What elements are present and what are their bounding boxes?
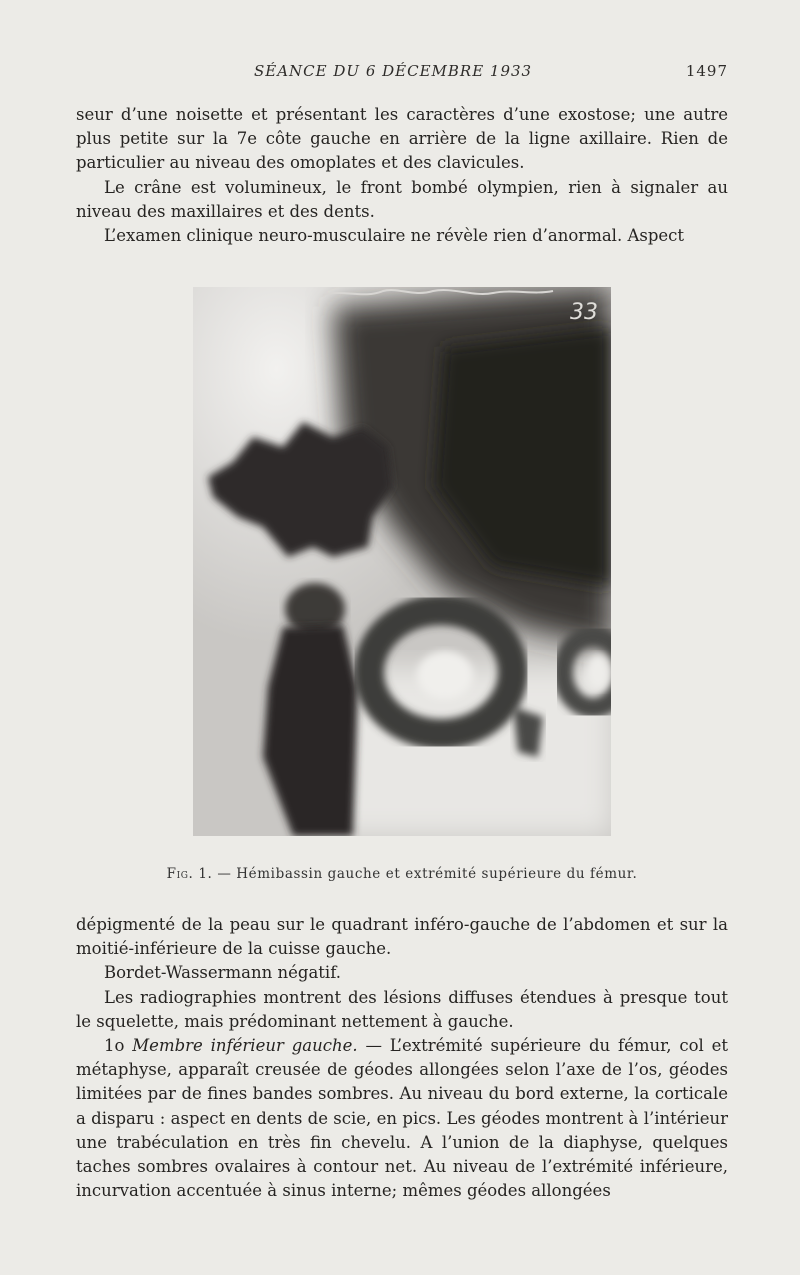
paragraph: L’examen clinique neuro-musculaire ne révèle rien d’anormal. Aspect [104,226,685,246]
radiograph-number: 33 [570,300,598,325]
paragraph: Les radiographies montrent des lésions diffuses étendues à presque tout le squelette, mais prédominant nettement à gauche. [76,987,728,1031]
caption-text: — Hémibassin gauche et extrémité supérieure du fémur. [217,866,638,882]
caption-label: Fig. 1. [166,866,213,882]
paragraph-text: — L’extrémité supérieure du fémur, col et métaphyse, apparaît creusée de géodes allongées selon l’axe de l’os, géodes limitées par de fines bandes sombres. Au niveau du bord externe, la corticale a disparu : aspect en dents de scie, en pics. Les géodes montrent à l’intérieur une trabéculation en très fin chevelu. A l’union de la diaphyse, quelques taches sombres ovalaires à contour net. Au niveau de l’extrémité inférieure, incurvation accentuée à sinus interne; mêmes géodes allongées [76,1036,729,1201]
paragraph: dépigmenté de la peau sur le quadrant inféro-gauche de l’abdomen et sur la moitié-inférieure de la cuisse gauche. [76,915,728,959]
page-header [76,62,728,84]
paragraph [76,1034,728,1203]
running-title: SÉANCE DU 6 DÉCEMBRE 1933 [254,62,533,80]
radiograph-image [193,287,611,836]
paragraph: seur d’une noisette et présentant les caractères d’une exostose; une autre plus petite sur la 7e côte gauche en arrière de la ligne axillaire. Rien de particulier au niveau des omoplates et des clavicules. [76,105,728,173]
paragraph: Bordet-Wassermann négatif. [104,963,341,983]
list-number: 1o [104,1036,125,1056]
bottom-text-block [76,913,728,1203]
paragraph: Le crâne est volumineux, le front bombé olympien, rien à signaler au niveau des maxillaires et des dents. [76,177,728,221]
figure-caption [76,866,728,882]
radiograph-figure [193,287,611,836]
page-number: 1497 [685,62,728,80]
section-heading: Membre inférieur gauche. [132,1036,358,1056]
top-text-block [76,103,728,248]
